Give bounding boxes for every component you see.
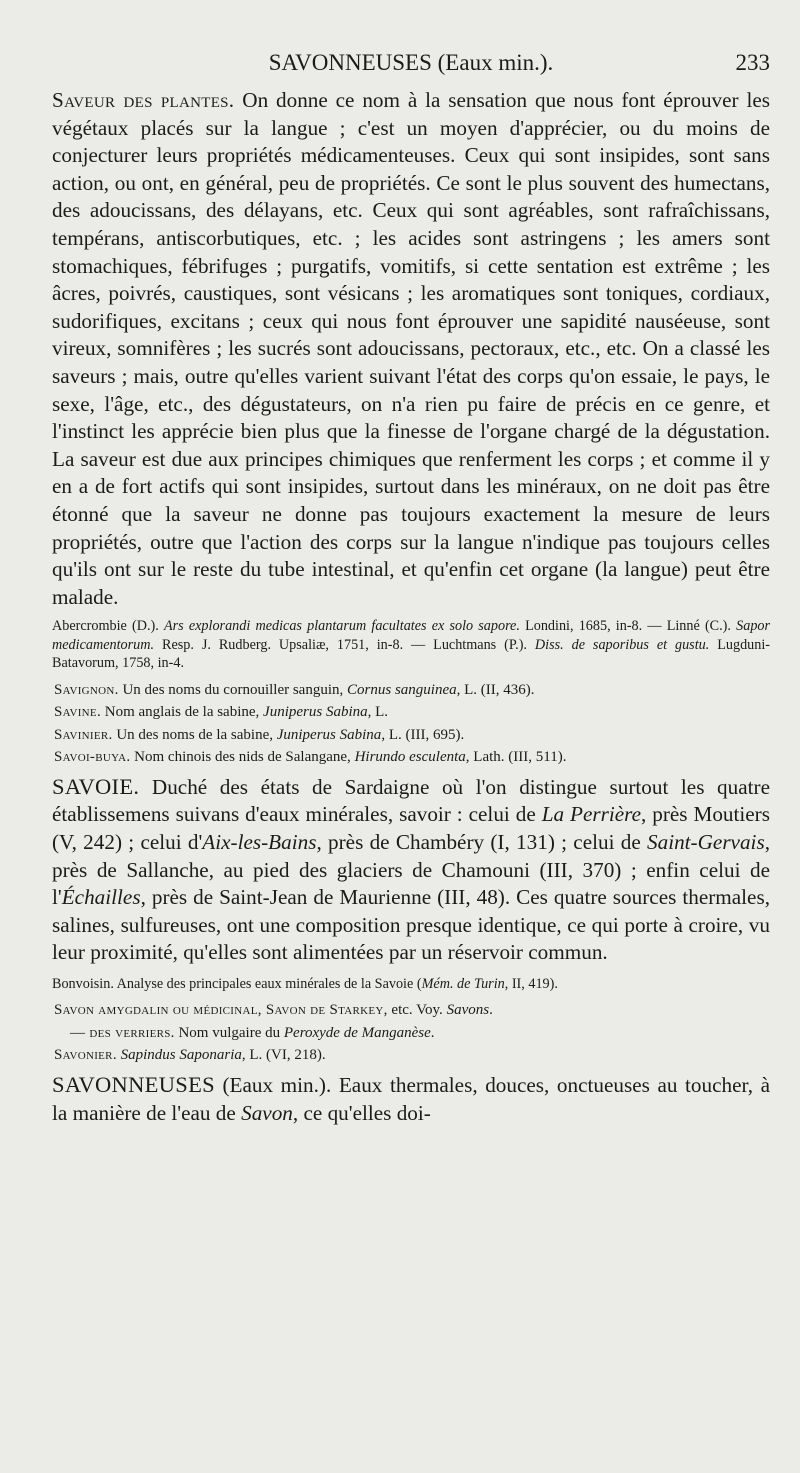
latin-name: Juniperus Sabina <box>263 704 368 721</box>
ref-title-ars-explorandi: Ars explorandi medicas plantarum facultates ex solo sapore. <box>163 618 520 635</box>
entry-text: Duché des états de Sardaigne où l'on distingue surtout les quatre établissemens suivans d'eaux minérales, savoir : celui de <box>52 774 770 827</box>
place-aix-les-bains: Aix-les-Bains <box>202 829 317 854</box>
ref-title-mem-turin: Mém. de Turin <box>421 975 505 992</box>
entry-text: Un des noms de la sabine, <box>112 726 277 743</box>
headword-savonier: Savonier. <box>54 1047 117 1064</box>
cross-reference: Savons <box>446 1002 490 1019</box>
ref-text: , II, 419). <box>504 975 558 992</box>
headword-savonneuses: SAVONNEUSES <box>52 1071 215 1097</box>
entry-savon-des-verriers <box>52 1022 770 1045</box>
entry-text: , L. (II, 436). <box>456 681 535 698</box>
entry-text: , L. (III, 695). <box>381 726 465 743</box>
ref-details-3: Lugduni-Batavorum, 1758, in-4. <box>52 636 771 672</box>
ref-details-2: Resp. J. Rudberg. Upsaliæ, 1751, in-8. — Luchtmans (P.). <box>162 636 527 653</box>
headword-savon: Savon amygdalin ou médicinal, Savon de Starkey, <box>54 1002 388 1019</box>
entry-text: , L. (VI, 218). <box>241 1047 326 1064</box>
entry-savon-amygdalin <box>52 999 770 1022</box>
page-number: 233 <box>735 50 770 75</box>
entry-text: , près de Chambéry (I, 131) ; celui de <box>316 829 647 854</box>
headword-savinier: Savinier. <box>54 726 113 743</box>
entry-text: , près Moutiers (V, 242) ; celui d' <box>52 802 770 854</box>
entry-text: . <box>430 1024 435 1041</box>
entry-text: etc. Voy. <box>387 1002 447 1019</box>
cross-reference: Peroxyde de Manganèse <box>283 1024 431 1041</box>
place-la-perriere: La Perrière <box>541 802 641 827</box>
headword-savoi-buya: Savoi-buya. <box>54 749 131 766</box>
place-echailles: Échailles <box>61 885 141 910</box>
ref-details-1: Londini, 1685, in-8. — Linné (C.). <box>525 618 731 635</box>
entry-saveur-des-plantes <box>52 87 770 611</box>
latin-name: Hirundo esculenta <box>354 749 466 766</box>
ref-title-sapor: Sapor medicamentorum. <box>52 618 771 653</box>
entry-text: (Eaux min.). Eaux thermales, douces, onctueuses au toucher, à la manière de l'eau de <box>52 1072 770 1125</box>
entry-text: , L. <box>367 704 389 721</box>
entry-text: , près de Saint-Jean de Maurienne (III, 48). Ces quatre sources thermales, salines, sulfureuses, ont une composition presque identique, ce qui porte à croire, vu leur proximité, qu'elles sont alimentées par un réservoir commun. <box>52 885 770 965</box>
entry-savoi-buya <box>52 746 770 769</box>
headword-savoie: SAVOIE. <box>52 773 140 799</box>
entry-text: , Lath. (III, 511). <box>465 749 567 766</box>
entry-savonier <box>52 1044 770 1067</box>
entry-text: , près de Sallanche, au pied des glaciers de Chamouni (III, 370) ; enfin celui de l' <box>52 829 770 910</box>
references-saveur <box>52 617 770 673</box>
headword-savignon: Savignon. <box>54 681 119 698</box>
entry-text: Un des noms du cornouiller sanguin, <box>118 681 348 698</box>
ref-title-diss-saporibus: Diss. de saporibus et gustu. <box>534 636 710 653</box>
headword-des-verriers: — des verriers. <box>70 1024 175 1041</box>
latin-name: Juniperus Sabina <box>276 726 382 743</box>
entry-savoie <box>52 773 770 967</box>
running-title: SAVONNEUSES (Eaux min.). <box>268 50 554 75</box>
entry-text: , ce qu'elles doi- <box>292 1100 431 1125</box>
headword-saveur: Saveur des plantes. <box>52 88 235 112</box>
place-saint-gervais: Saint-Gervais <box>647 829 765 854</box>
entry-savinier <box>52 724 770 747</box>
entry-savignon <box>52 679 770 702</box>
ref-text: Bonvoisin. Analyse des principales eaux minérales de la Savoie ( <box>52 975 422 992</box>
page-content <box>52 87 770 1127</box>
latin-name: Sapindus Saponaria <box>120 1047 242 1064</box>
ref-author-abercrombie: Abercrombie (D.). <box>52 618 159 635</box>
reference-savoie <box>52 975 770 994</box>
entry-savonneuses <box>52 1071 770 1127</box>
page-header <box>52 50 770 82</box>
term-savon: Savon <box>241 1100 293 1125</box>
entry-text: . <box>489 1002 493 1019</box>
entry-text: Nom anglais de la sabine, <box>101 704 264 721</box>
entry-savine <box>52 701 770 724</box>
entry-text: Nom vulgaire du <box>174 1024 284 1041</box>
latin-name: Cornus sanguinea <box>347 681 457 698</box>
entry-text-saveur: On donne ce nom à la sensation que nous font éprouver les végétaux placés sur la langue ; c'est un moyen d'apprécier, ou du moins de conjecturer leurs propriétés médicamenteuses. Ceux qui sont insipides, sont sans action, ou ont, en général, peu de propriétés. Ce sont le plus souvent des humectans, des adoucissans, des délayans, etc. Ceux qui sont agréables, sont rafraîchissans, tempérans, antiscorbutiques, etc. ; les acides sont astringens ; les amers sont stomachiques, fébrifuges ; purgatifs, vomitifs, si cette sentation est extrême ; les âcres, poivrés, caustiques, sont vésicans ; les aromatiques sont toniques, cordiaux, sudorifiques, excitans ; ceux qui nous font éprouver une sapidité nauséeuse, sont vireux, somnifères ; les sucrés sont adoucissans, pectoraux, etc., etc. On a classé les saveurs ; mais, outre qu'elles varient suivant l'état des corps qu'on essaie, le pays, le sexe, l'âge, etc., des dégustateurs, on n'a rien pu faire de précis en ce genre, et l'instinct les apprécie bien plus que la finesse de l'organe chargé de la dégustation. La saveur est due aux principes chimiques que renferment les corps ; et comme il y en a de fort actifs qui sont insipides, surtout dans les minéraux, on ne doit pas être étonné que la saveur ne donne pas toujours exactement la mesure de leurs propriétés, outre que l'action des corps sur la langue n'indique pas toujours celles qu'ils ont sur le reste du tube intestinal, et qu'enfin cet organe (la langue) peut être malade. <box>52 88 770 609</box>
entry-text: Nom chinois des nids de Salangane, <box>130 749 355 766</box>
headword-savine: Savine. <box>54 704 101 721</box>
